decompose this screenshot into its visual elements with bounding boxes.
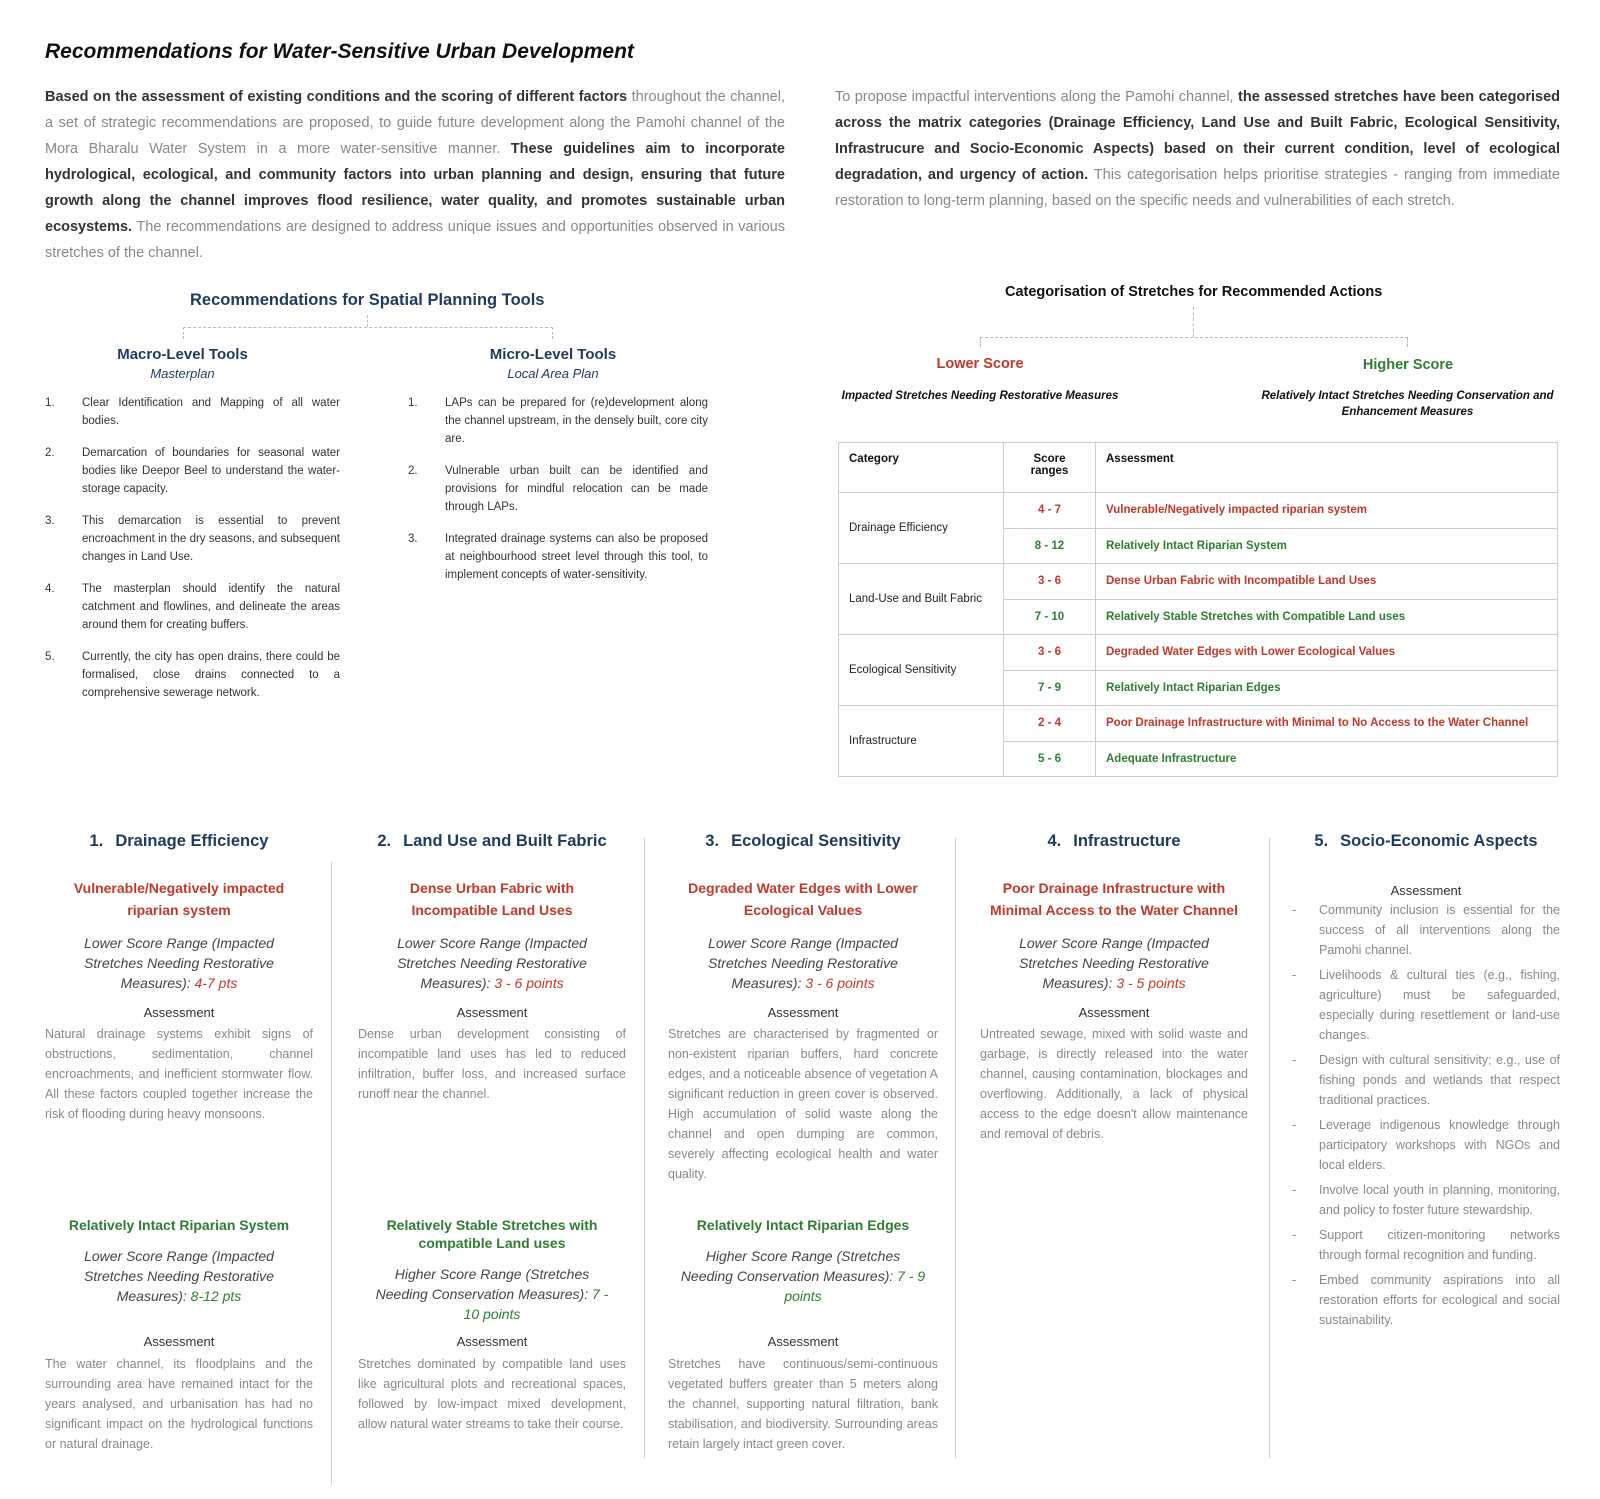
lower-score-range: Lower Score Range (Impacted Stretches Needing Restorative Measures): 3 - 5 points [1019, 935, 1209, 991]
list-item [1292, 1225, 1560, 1265]
column-heading: 2. Land Use and Built Fabric [377, 832, 607, 850]
lower-assessment-cell: Degraded Water Edges with Lower Ecological Values [1096, 635, 1558, 671]
higher-range-cell: 7 - 10 [1004, 599, 1096, 635]
list-item [1292, 1050, 1560, 1110]
tools-title: Recommendations for Spatial Planning Tools [190, 291, 545, 309]
lower-score-title: Dense Urban Fabric with Incompatible Land Uses [409, 880, 575, 918]
cat-connector-stem [1193, 307, 1194, 337]
lower-assessment-cell: Dense Urban Fabric with Incompatible Land Uses [1096, 564, 1558, 600]
list-text: LAPs can be prepared for (re)development along the channel upstream, in the densely built, core city are. [445, 397, 708, 445]
header-assessment: Assessment [1096, 443, 1558, 493]
column-heading: 5. Socio-Economic Aspects [1314, 832, 1538, 850]
header-score-ranges: Score ranges [1004, 443, 1096, 493]
lower-assessment-cell: Poor Drainage Infrastructure with Minimal to No Access to the Water Channel [1096, 706, 1558, 742]
macro-tools-list [45, 394, 340, 702]
lower-score-title: Degraded Water Edges with Lower Ecological Values [688, 880, 918, 918]
lower-score-range: Lower Score Range (Impacted Stretches Needing Restorative Measures): 3 - 6 points [708, 935, 898, 991]
bullet-dash: - [1292, 968, 1297, 982]
assessment-text: The water channel, its floodplains and the surrounding area have remained intact for the years analysed, and urbanisation has had no significant impact on the hydrological functions or natural drainage. [45, 1357, 313, 1451]
header-category: Category [839, 443, 1004, 493]
list-text: Vulnerable urban built can be identified and provisions for mindful relocation can be made through LAPs. [445, 465, 708, 513]
macro-tools [45, 346, 340, 716]
lower-score-description: Impacted Stretches Needing Restorative Measures [841, 390, 1119, 402]
list-text: Leverage indigenous knowledge through participatory workshops with NGOs and local elders. [1319, 1118, 1560, 1172]
higher-range-cell: 7 - 9 [1004, 670, 1096, 706]
list-item [1292, 1270, 1560, 1330]
list-item [1292, 900, 1560, 960]
assessment-label: Assessment [1390, 883, 1462, 898]
list-number: 2. [45, 447, 55, 459]
list-item [1292, 1115, 1560, 1175]
list-text: Community inclusion is essential for the success of all interventions along the Pamohi channel. [1319, 903, 1560, 957]
matrix-column-higher [668, 1216, 938, 1306]
micro-tools [408, 346, 708, 598]
list-text: Embed community aspirations into all restoration efforts for ecological and social sustainability. [1319, 1273, 1560, 1327]
assessment-text: Dense urban development consisting of incompatible land uses has led to reduced infiltration, buffer loss, and increased surface runoff near the channel. [358, 1027, 626, 1101]
higher-assessment-cell: Relatively Stable Stretches with Compatible Land uses [1096, 599, 1558, 635]
micro-tools-subheading: Local Area Plan [507, 366, 599, 381]
lower-range-cell: 3 - 6 [1004, 564, 1096, 600]
higher-score-title: Relatively Stable Stretches with compatible Land uses [386, 1217, 598, 1251]
assessment-label: Assessment [767, 1005, 839, 1020]
bullet-dash: - [1292, 903, 1297, 917]
list-item [408, 394, 708, 448]
table-row [839, 564, 1558, 600]
assessment-label: Assessment [1078, 1005, 1150, 1020]
page-title: Recommendations for Water-Sensitive Urban Development [45, 40, 634, 63]
bullet-dash: - [1292, 1183, 1297, 1197]
assessment-text: Stretches are characterised by fragmented or non-existent riparian buffers, hard concrete edges, and a noticeable absence of vegetation A significant reduction in green cover is observed. High accumulation of solid waste along the channel and open dumping are common, severely affecting ecological health and water quality. [668, 1027, 938, 1181]
lower-range-cell: 4 - 7 [1004, 493, 1096, 529]
assessment-label: Assessment [456, 1334, 528, 1349]
higher-assessment-cell: Relatively Intact Riparian System [1096, 528, 1558, 564]
list-item [45, 394, 340, 430]
higher-score-range: Higher Score Range (Stretches Needing Conservation Measures): 7 - 10 points [375, 1266, 609, 1322]
list-text: Demarcation of boundaries for seasonal water bodies like Deepor Beel to understand the water-storage capacity. [82, 447, 340, 495]
higher-score-range: Higher Score Range (Stretches Needing Conservation Measures): 7 - 9 points [680, 1248, 926, 1304]
list-text: This demarcation is essential to prevent encroachment in the dry seasons, and subsequent changes in Land Use. [82, 515, 340, 563]
higher-range-cell: 5 - 6 [1004, 741, 1096, 777]
matrix-column [358, 832, 626, 1104]
table-row [839, 493, 1558, 529]
lower-range-cell: 2 - 4 [1004, 706, 1096, 742]
list-number: 4. [45, 583, 55, 595]
table-row [839, 635, 1558, 671]
assessment-text: Natural drainage systems exhibit signs of obstructions, sedimentation, channel encroachments, and inefficient stormwater flow. All these factors coupled together increase the risk of flooding during heavy monsoons. [45, 1027, 313, 1121]
bullet-dash: - [1292, 1053, 1297, 1067]
column-divider [955, 838, 956, 1458]
list-item [1292, 965, 1560, 1045]
socio-economic-column [1292, 832, 1560, 1335]
column-divider [331, 862, 332, 1485]
list-number: 5. [45, 651, 55, 663]
category-cell: Ecological Sensitivity [839, 635, 1004, 706]
list-text: The masterplan should identify the natural catchment and flowlines, and delineate the areas around them for creating buffers. [82, 583, 340, 631]
tools-connector-stem [367, 315, 368, 327]
macro-tools-subheading: Masterplan [150, 366, 215, 381]
list-number: 1. [45, 397, 55, 409]
socio-economic-list [1292, 900, 1560, 1330]
lower-assessment-cell: Vulnerable/Negatively impacted riparian system [1096, 493, 1558, 529]
list-text: Design with cultural sensitivity; e.g., use of fishing ponds and wetlands that respect traditional practices. [1319, 1053, 1560, 1107]
higher-range-cell: 8 - 12 [1004, 528, 1096, 564]
higher-assessment-cell: Relatively Intact Riparian Edges [1096, 670, 1558, 706]
micro-tools-list [408, 394, 708, 584]
categorisation-title: Categorisation of Stretches for Recommended Actions [1005, 284, 1383, 300]
lower-score-title: Vulnerable/Negatively impacted riparian system [73, 880, 285, 918]
assessment-label: Assessment [767, 1334, 839, 1349]
intro-left-paragraph: Based on the assessment of existing conditions and the scoring of different factors throughout the channel, a set of strategic recommendations are proposed, to guide future development along the Pamohi channel of the Mora Bharalu Water System in a more water-sensitive manner. These guidelines aim to incorporate hydrological, ecological, and community factors into urban planning and design, ensuring that future growth along the channel improves flood resilience, water quality, and promotes sustainable urban ecosystems. The recommendations are designed to address unique issues and opportunities observed in various stretches of the channel. [45, 89, 785, 261]
macro-tools-heading: Macro-Level Tools [117, 346, 248, 363]
assessment-text: Untreated sewage, mixed with solid waste and garbage, is directly released into the water channel, causing contamination, blockages and overflowing. Additionally, a lack of physical access to the edge doesn't allow maintenance and removal of debris. [980, 1027, 1248, 1141]
matrix-column [980, 832, 1248, 1144]
column-divider [644, 838, 645, 1458]
list-text: Support citizen-monitoring networks through formal recognition and funding. [1319, 1228, 1560, 1262]
list-number: 3. [408, 533, 418, 545]
list-item [45, 648, 340, 702]
matrix-column [668, 832, 938, 1184]
category-cell: Drainage Efficiency [839, 493, 1004, 564]
list-item [45, 444, 340, 498]
higher-score-range: Lower Score Range (Impacted Stretches Needing Restorative Measures): 8-12 pts [84, 1248, 274, 1304]
higher-score-title: Relatively Intact Riparian Edges [696, 1217, 910, 1233]
lower-range-cell: 3 - 6 [1004, 635, 1096, 671]
bullet-dash: - [1292, 1273, 1297, 1287]
bullet-dash: - [1292, 1118, 1297, 1132]
micro-tools-heading: Micro-Level Tools [489, 346, 617, 363]
column-heading: 3. Ecological Sensitivity [705, 832, 901, 850]
lower-score-heading: Lower Score [936, 356, 1024, 372]
higher-score-description: Relatively Intact Stretches Needing Conservation and Enhancement Measures [1261, 390, 1554, 418]
list-item [1292, 1180, 1560, 1220]
list-text: Livelihoods & cultural ties (e.g., fishing, agriculture) must be safeguarded, especially during resettlement or land-use changes. [1319, 968, 1560, 1042]
column-heading: 1. Drainage Efficiency [89, 832, 269, 850]
list-item [45, 512, 340, 566]
higher-score-title: Relatively Intact Riparian System [68, 1217, 290, 1233]
bullet-dash: - [1292, 1228, 1297, 1242]
categorisation-table [838, 442, 1558, 777]
list-number: 3. [45, 515, 55, 527]
list-item [408, 530, 708, 584]
cat-connector-bar [980, 337, 1408, 347]
matrix-column [45, 832, 313, 1124]
lower-score-range: Lower Score Range (Impacted Stretches Needing Restorative Measures): 3 - 6 points [397, 935, 587, 991]
list-number: 2. [408, 465, 418, 477]
assessment-label: Assessment [143, 1005, 215, 1020]
list-number: 1. [408, 397, 418, 409]
list-item [45, 580, 340, 634]
intro-right-paragraph: To propose impactful interventions along the Pamohi channel, the assessed stretches have been categorised across the matrix categories (Drainage Efficiency, Land Use and Built Fabric, Ecological Sensitivity, Infrastrucure and Socio-Economic Aspects) based on their current condition, level of ecological degradation, and urgency of action. This categorisation helps prioritise strategies - ranging from immediate restoration to long-term planning, based on the specific needs and vulnerabilities of each stretch. [835, 89, 1560, 209]
category-cell: Infrastructure [839, 706, 1004, 777]
lower-score-title: Poor Drainage Infrastructure with Minimal Access to the Water Channel [990, 880, 1238, 918]
list-item [408, 462, 708, 516]
table-header-row [839, 443, 1558, 493]
column-divider [1269, 838, 1270, 1458]
assessment-text: Stretches have continuous/semi-continuous vegetated buffers greater than 5 meters along the channel, supporting natural filtration, bank stabilisation, and biodiversity. Surrounding areas retain largely intact green cover. [668, 1357, 938, 1451]
assessment-label: Assessment [143, 1334, 215, 1349]
tools-connector-bar [183, 327, 553, 339]
list-text: Currently, the city has open drains, there could be formalised, close drains connected to a comprehensive sewerage network. [82, 651, 340, 699]
list-text: Integrated drainage systems can also be proposed at neighbourhood street level through this tool, to implement concepts of water-sensitivity. [445, 533, 708, 581]
category-cell: Land-Use and Built Fabric [839, 564, 1004, 635]
matrix-column-higher [358, 1216, 626, 1324]
higher-assessment-cell: Adequate Infrastructure [1096, 741, 1558, 777]
lower-score-range: Lower Score Range (Impacted Stretches Needing Restorative Measures): 4-7 pts [84, 935, 274, 991]
matrix-column-higher [45, 1216, 313, 1306]
higher-score-heading: Higher Score [1362, 357, 1454, 373]
assessment-text: Stretches dominated by compatible land uses like agricultural plots and recreational spaces, followed by low-impact mixed development, allow natural water streams to take their course. [358, 1357, 626, 1431]
list-text: Involve local youth in planning, monitoring, and policy to foster future stewardship. [1319, 1183, 1560, 1217]
list-text: Clear Identification and Mapping of all water bodies. [82, 397, 340, 427]
table-row [839, 706, 1558, 742]
column-heading: 4. Infrastructure [1047, 832, 1181, 850]
assessment-label: Assessment [456, 1005, 528, 1020]
